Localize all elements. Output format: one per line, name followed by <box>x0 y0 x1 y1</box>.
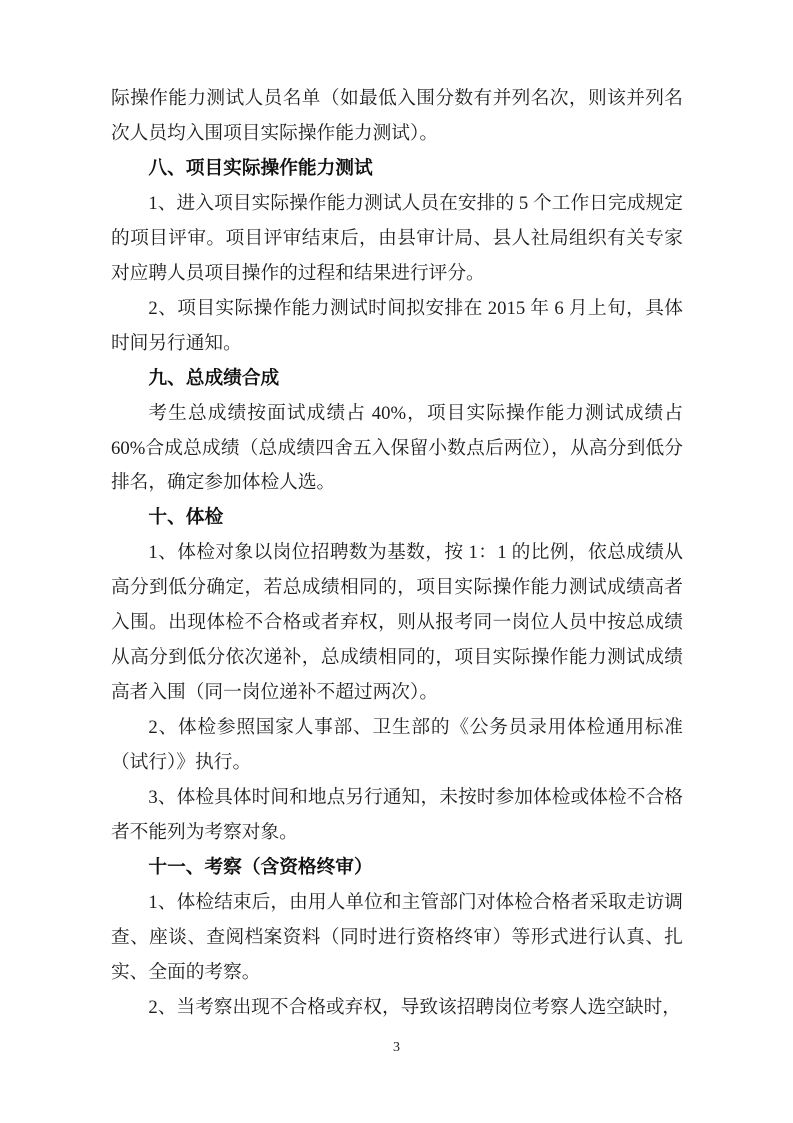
body-paragraph: 2、当考察出现不合格或弃权，导致该招聘岗位考察人选空缺时， <box>148 996 681 1018</box>
section-heading: 十、体检 <box>148 507 224 529</box>
page-number: 3 <box>393 1040 400 1055</box>
section-heading: 八、项目实际操作能力测试 <box>148 157 373 179</box>
section-heading: 九、总成绩合成 <box>148 367 280 389</box>
body-paragraph: 1、体检结束后，由用人单位和主管部门对体检合格者采取走访调查、座谈、查阅档案资料（同时进行资格终审）等形式进行认真、扎实、全面的考察。 <box>111 891 683 983</box>
body-paragraph: 1、进入项目实际操作能力测试人员在安排的 5 个工作日完成规定的项目评审。项目评审结束后，由县审计局、县人社局组织有关专家对应聘人员项目操作的过程和结果进行评分。 <box>111 192 683 284</box>
body-paragraph: 2、体检参照国家人事部、卫生部的《公务员录用体检通用标准（试行）》执行。 <box>111 717 683 774</box>
body-paragraph: 考生总成绩按面试成绩占 40%，项目实际操作能力测试成绩占 60%合成总成绩（总成绩四舍五入保留小数点后两位），从高分到低分排名，确定参加体检人选。 <box>111 402 683 494</box>
section-heading: 十一、考察（含资格终审） <box>148 856 373 878</box>
document-body <box>111 82 683 1026</box>
body-paragraph: 2、项目实际操作能力测试时间拟安排在 2015 年 6 月上旬，具体时间另行通知。 <box>111 297 683 354</box>
body-paragraph: 1、体检对象以岗位招聘数为基数，按 1：1 的比例，依总成绩从高分到低分确定，若总成绩相同的，项目实际操作能力测试成绩高者入围。出现体检不合格或者弃权，则从报考同一岗位人员中按总成绩从高分到低分依次递补，总成绩相同的，项目实际操作能力测试成绩高者入围（同一岗位递补不超过两次）。 <box>111 542 683 704</box>
body-paragraph: 3、体检具体时间和地点另行通知，未按时参加体检或体检不合格者不能列为考察对象。 <box>111 787 683 844</box>
body-paragraph: 际操作能力测试人员名单（如最低入围分数有并列名次，则该并列名次人员均入围项目实际操作能力测试）。 <box>111 88 683 144</box>
